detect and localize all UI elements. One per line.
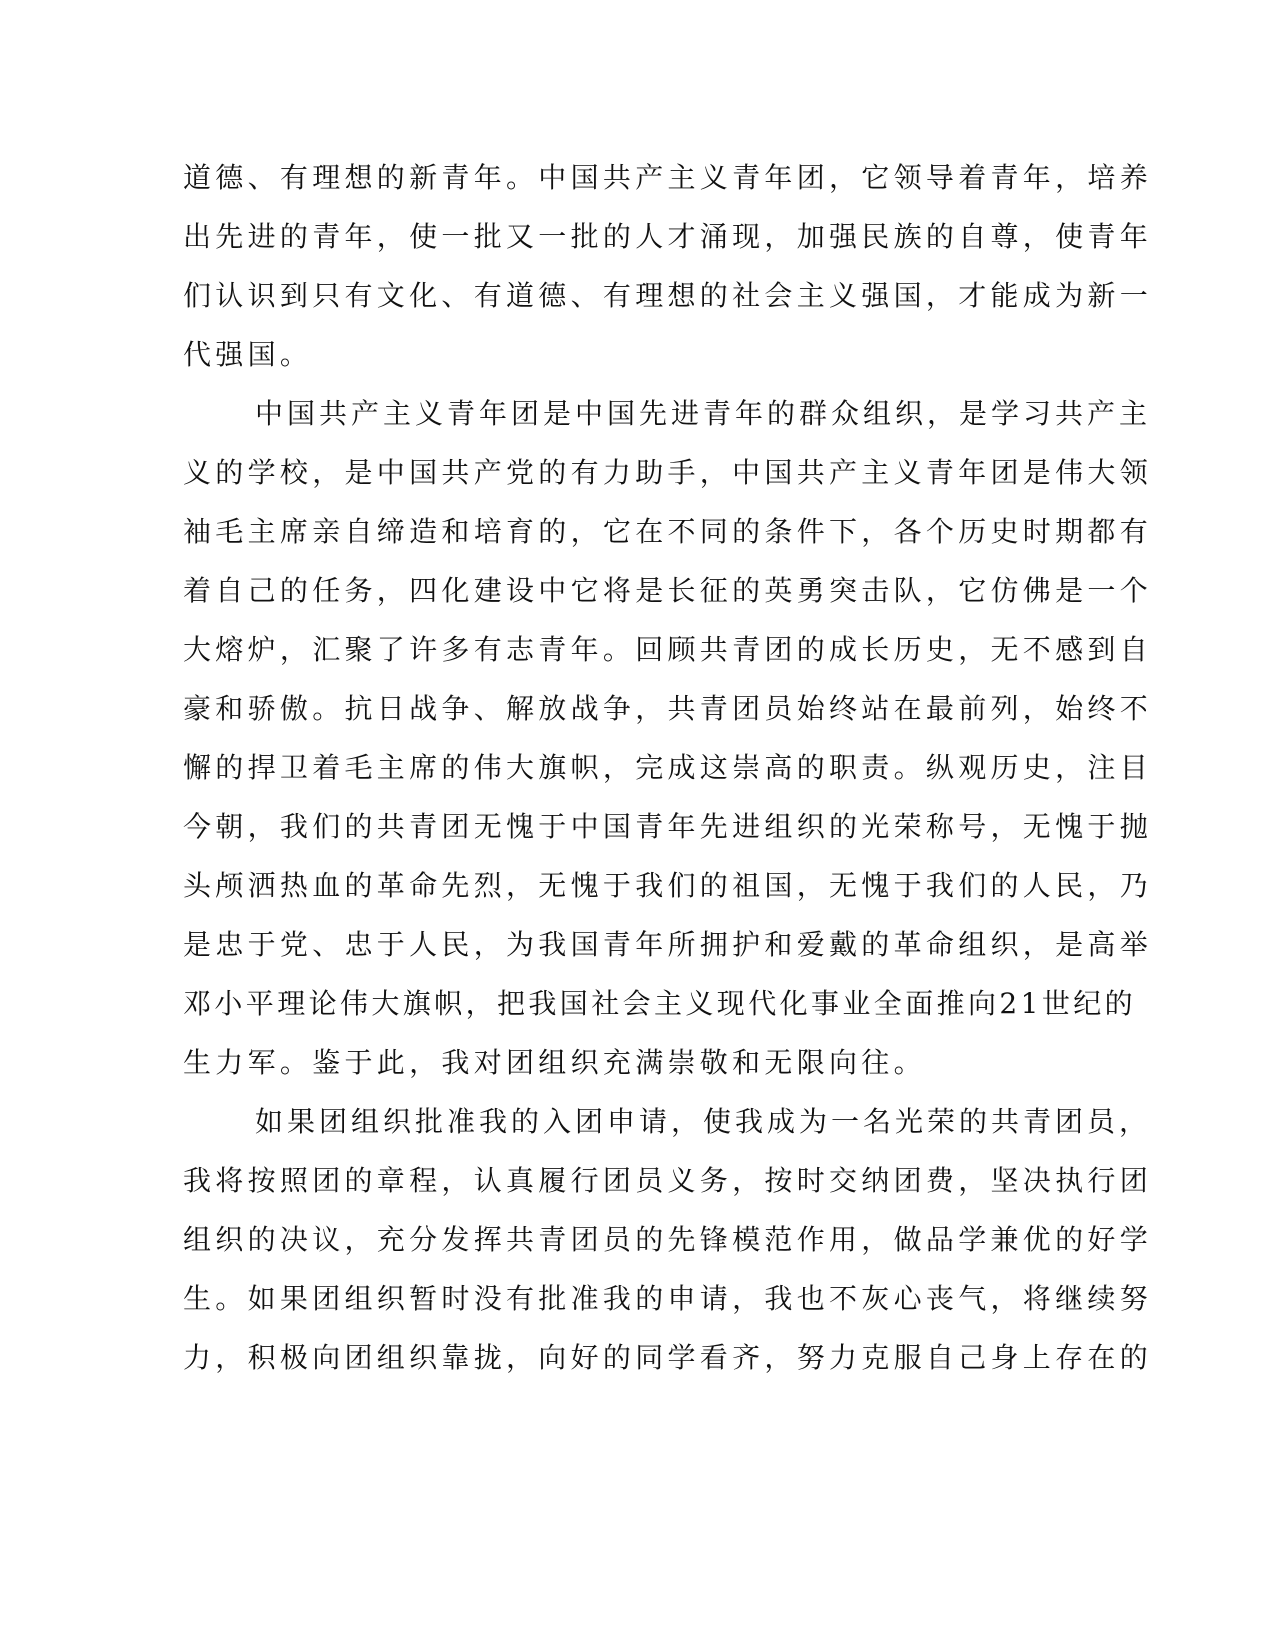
paragraph-2-line-9: 头颅洒热血的革命先烈，无愧于我们的祖国，无愧于我们的人民，乃: [183, 869, 1153, 902]
paragraph-2-line-5: 大熔炉，汇聚了许多有志青年。回顾共青团的成长历史，无不感到自: [183, 633, 1153, 666]
paragraph-1-line-4: 代强国。: [183, 338, 313, 371]
paragraph-2-line-1: 中国共产主义青年团是中国先进青年的群众组织，是学习共产主: [255, 397, 1152, 430]
paragraph-2-line-2: 义的学校，是中国共产党的有力助手，中国共产主义青年团是伟大领: [183, 456, 1153, 489]
paragraph-2-line-4: 着自己的任务，四化建设中它将是长征的英勇突击队，它仿佛是一个: [183, 574, 1153, 607]
paragraph-2-line-7: 懈的捍卫着毛主席的伟大旗帜，完成这崇高的职责。纵观历史，注目: [183, 751, 1153, 784]
paragraph-2-line-8: 今朝，我们的共青团无愧于中国青年先进组织的光荣称号，无愧于抛: [183, 810, 1153, 843]
paragraph-3-line-2: 我将按照团的章程，认真履行团员义务，按时交纳团费，坚决执行团: [183, 1164, 1153, 1197]
paragraph-1-line-2: 出先进的青年，使一批又一批的人才涌现，加强民族的自尊，使青年: [183, 220, 1153, 253]
paragraph-2-line-6: 豪和骄傲。抗日战争、解放战争，共青团员始终站在最前列，始终不: [183, 692, 1153, 725]
paragraph-1-line-3: 们认识到只有文化、有道德、有理想的社会主义强国，才能成为新一: [183, 279, 1153, 312]
paragraph-3-line-3: 组织的决议，充分发挥共青团员的先锋模范作用，做品学兼优的好学: [183, 1223, 1153, 1256]
paragraph-2-line-12: 生力军。鉴于此，我对团组织充满崇敬和无限向往。: [183, 1046, 926, 1079]
paragraph-2-line-10: 是忠于党、忠于人民，为我国青年所拥护和爱戴的革命组织，是高举: [183, 928, 1153, 961]
paragraph-3-line-5: 力，积极向团组织靠拢，向好的同学看齐，努力克服自己身上存在的: [183, 1341, 1153, 1374]
paragraph-3-line-1: 如果团组织批准我的入团申请，使我成为一名光荣的共青团员，: [255, 1105, 1152, 1138]
paragraph-1-line-1: 道德、有理想的新青年。中国共产主义青年团，它领导着青年，培养: [183, 161, 1153, 194]
paragraph-3-line-4: 生。如果团组织暂时没有批准我的申请，我也不灰心丧气，将继续努: [183, 1282, 1153, 1315]
paragraph-2-line-11: 邓小平理论伟大旗帜，把我国社会主义现代化事业全面推向21世纪的: [183, 987, 1137, 1020]
paragraph-2-line-3: 袖毛主席亲自缔造和培育的，它在不同的条件下，各个历史时期都有: [183, 515, 1153, 548]
